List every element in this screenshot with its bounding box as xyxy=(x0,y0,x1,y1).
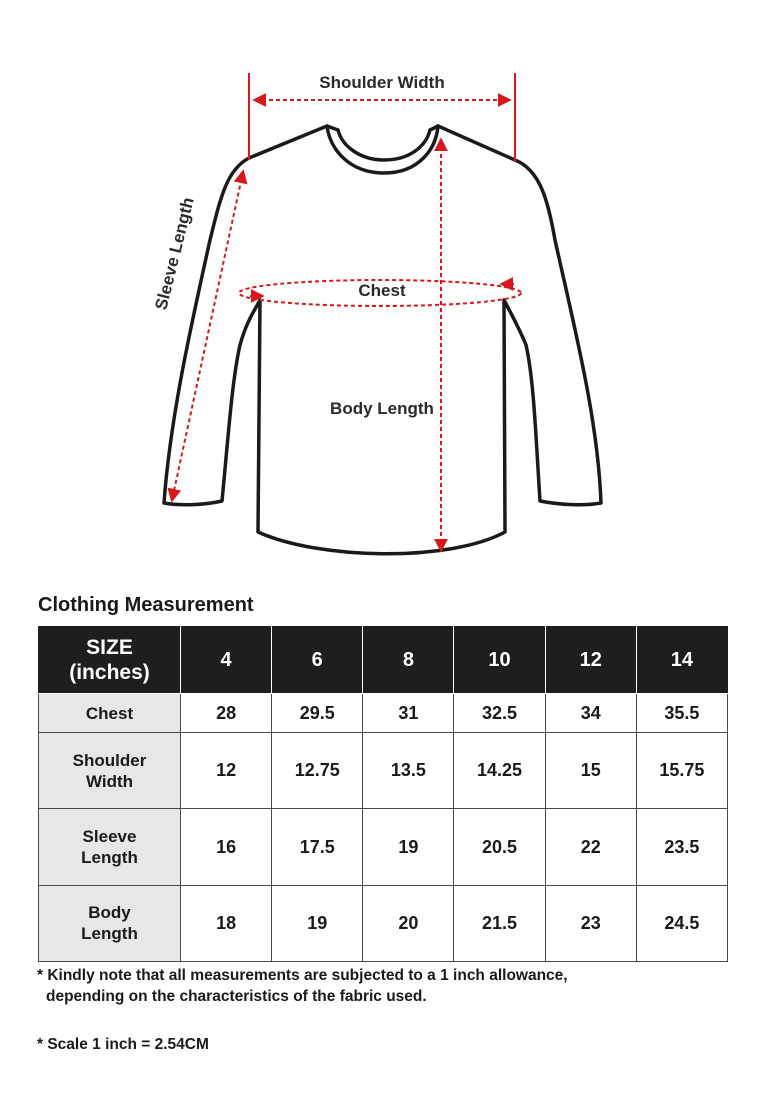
table-cell: 23.5 xyxy=(636,809,727,885)
size-column-header: 4 xyxy=(181,627,272,694)
sleeve-length-label: Sleeve Length xyxy=(151,195,198,312)
table-cell: 19 xyxy=(272,885,363,961)
table-cell: 12 xyxy=(181,733,272,809)
row-label-line1: Chest xyxy=(85,703,134,723)
table-cell: 29.5 xyxy=(272,694,363,733)
table-cell: 17.5 xyxy=(272,809,363,885)
table-cell: 12.75 xyxy=(272,733,363,809)
row-label-body-length xyxy=(39,885,181,961)
table-cell: 22 xyxy=(545,809,636,885)
row-label-line2: Width xyxy=(85,771,134,791)
table-cell: 20.5 xyxy=(454,809,545,885)
table-row-sleeve-length xyxy=(39,809,728,885)
size-header-line2: (inches) xyxy=(69,661,150,684)
row-label-shoulder-width xyxy=(39,733,181,809)
table-cell: 20 xyxy=(363,885,454,961)
row-label-line1: Body xyxy=(88,903,131,923)
size-header-cell xyxy=(39,627,181,694)
row-label-line1: Shoulder xyxy=(72,750,147,770)
table-header-row xyxy=(39,627,728,694)
table-cell: 28 xyxy=(181,694,272,733)
row-label-sleeve-length xyxy=(39,809,181,885)
table-cell: 23 xyxy=(545,885,636,961)
table-row-body-length xyxy=(39,885,728,961)
table-cell: 32.5 xyxy=(454,694,545,733)
table-cell: 15 xyxy=(545,733,636,809)
row-label-line2: Length xyxy=(81,924,138,944)
shoulder-width-label: Shoulder Width xyxy=(319,73,445,92)
table-row-chest xyxy=(39,694,728,733)
allowance-note-line1: * Kindly note that all measurements are subjected to a 1 inch allowance, xyxy=(37,967,568,984)
table-cell: 34 xyxy=(545,694,636,733)
table-row-shoulder-width xyxy=(39,733,728,809)
table-title: Clothing Measurement xyxy=(38,594,254,616)
table-cell: 15.75 xyxy=(636,733,727,809)
table-cell: 16 xyxy=(181,809,272,885)
table-cell: 35.5 xyxy=(636,694,727,733)
table-cell: 18 xyxy=(181,885,272,961)
size-column-header: 6 xyxy=(272,627,363,694)
chest-label: Chest xyxy=(358,281,406,300)
body-length-label: Body Length xyxy=(330,399,434,418)
size-column-header: 10 xyxy=(454,627,545,694)
size-chart-table xyxy=(38,626,728,962)
table-cell: 24.5 xyxy=(636,885,727,961)
scale-note: * Scale 1 inch = 2.54CM xyxy=(37,1036,209,1053)
size-column-header: 8 xyxy=(363,627,454,694)
row-label-chest xyxy=(39,694,181,733)
size-header-line1: SIZE xyxy=(86,636,133,659)
tshirt-outline xyxy=(164,126,601,554)
table-cell: 14.25 xyxy=(454,733,545,809)
row-label-line1: Sleeve xyxy=(82,827,137,846)
table-cell: 19 xyxy=(363,809,454,885)
row-label-line2: Length xyxy=(81,848,138,867)
allowance-note-line2: depending on the characteristics of the fabric used. xyxy=(46,988,427,1005)
table-cell: 13.5 xyxy=(363,733,454,809)
size-column-header: 12 xyxy=(545,627,636,694)
size-column-header: 14 xyxy=(636,627,727,694)
table-cell: 21.5 xyxy=(454,885,545,961)
table-cell: 31 xyxy=(363,694,454,733)
